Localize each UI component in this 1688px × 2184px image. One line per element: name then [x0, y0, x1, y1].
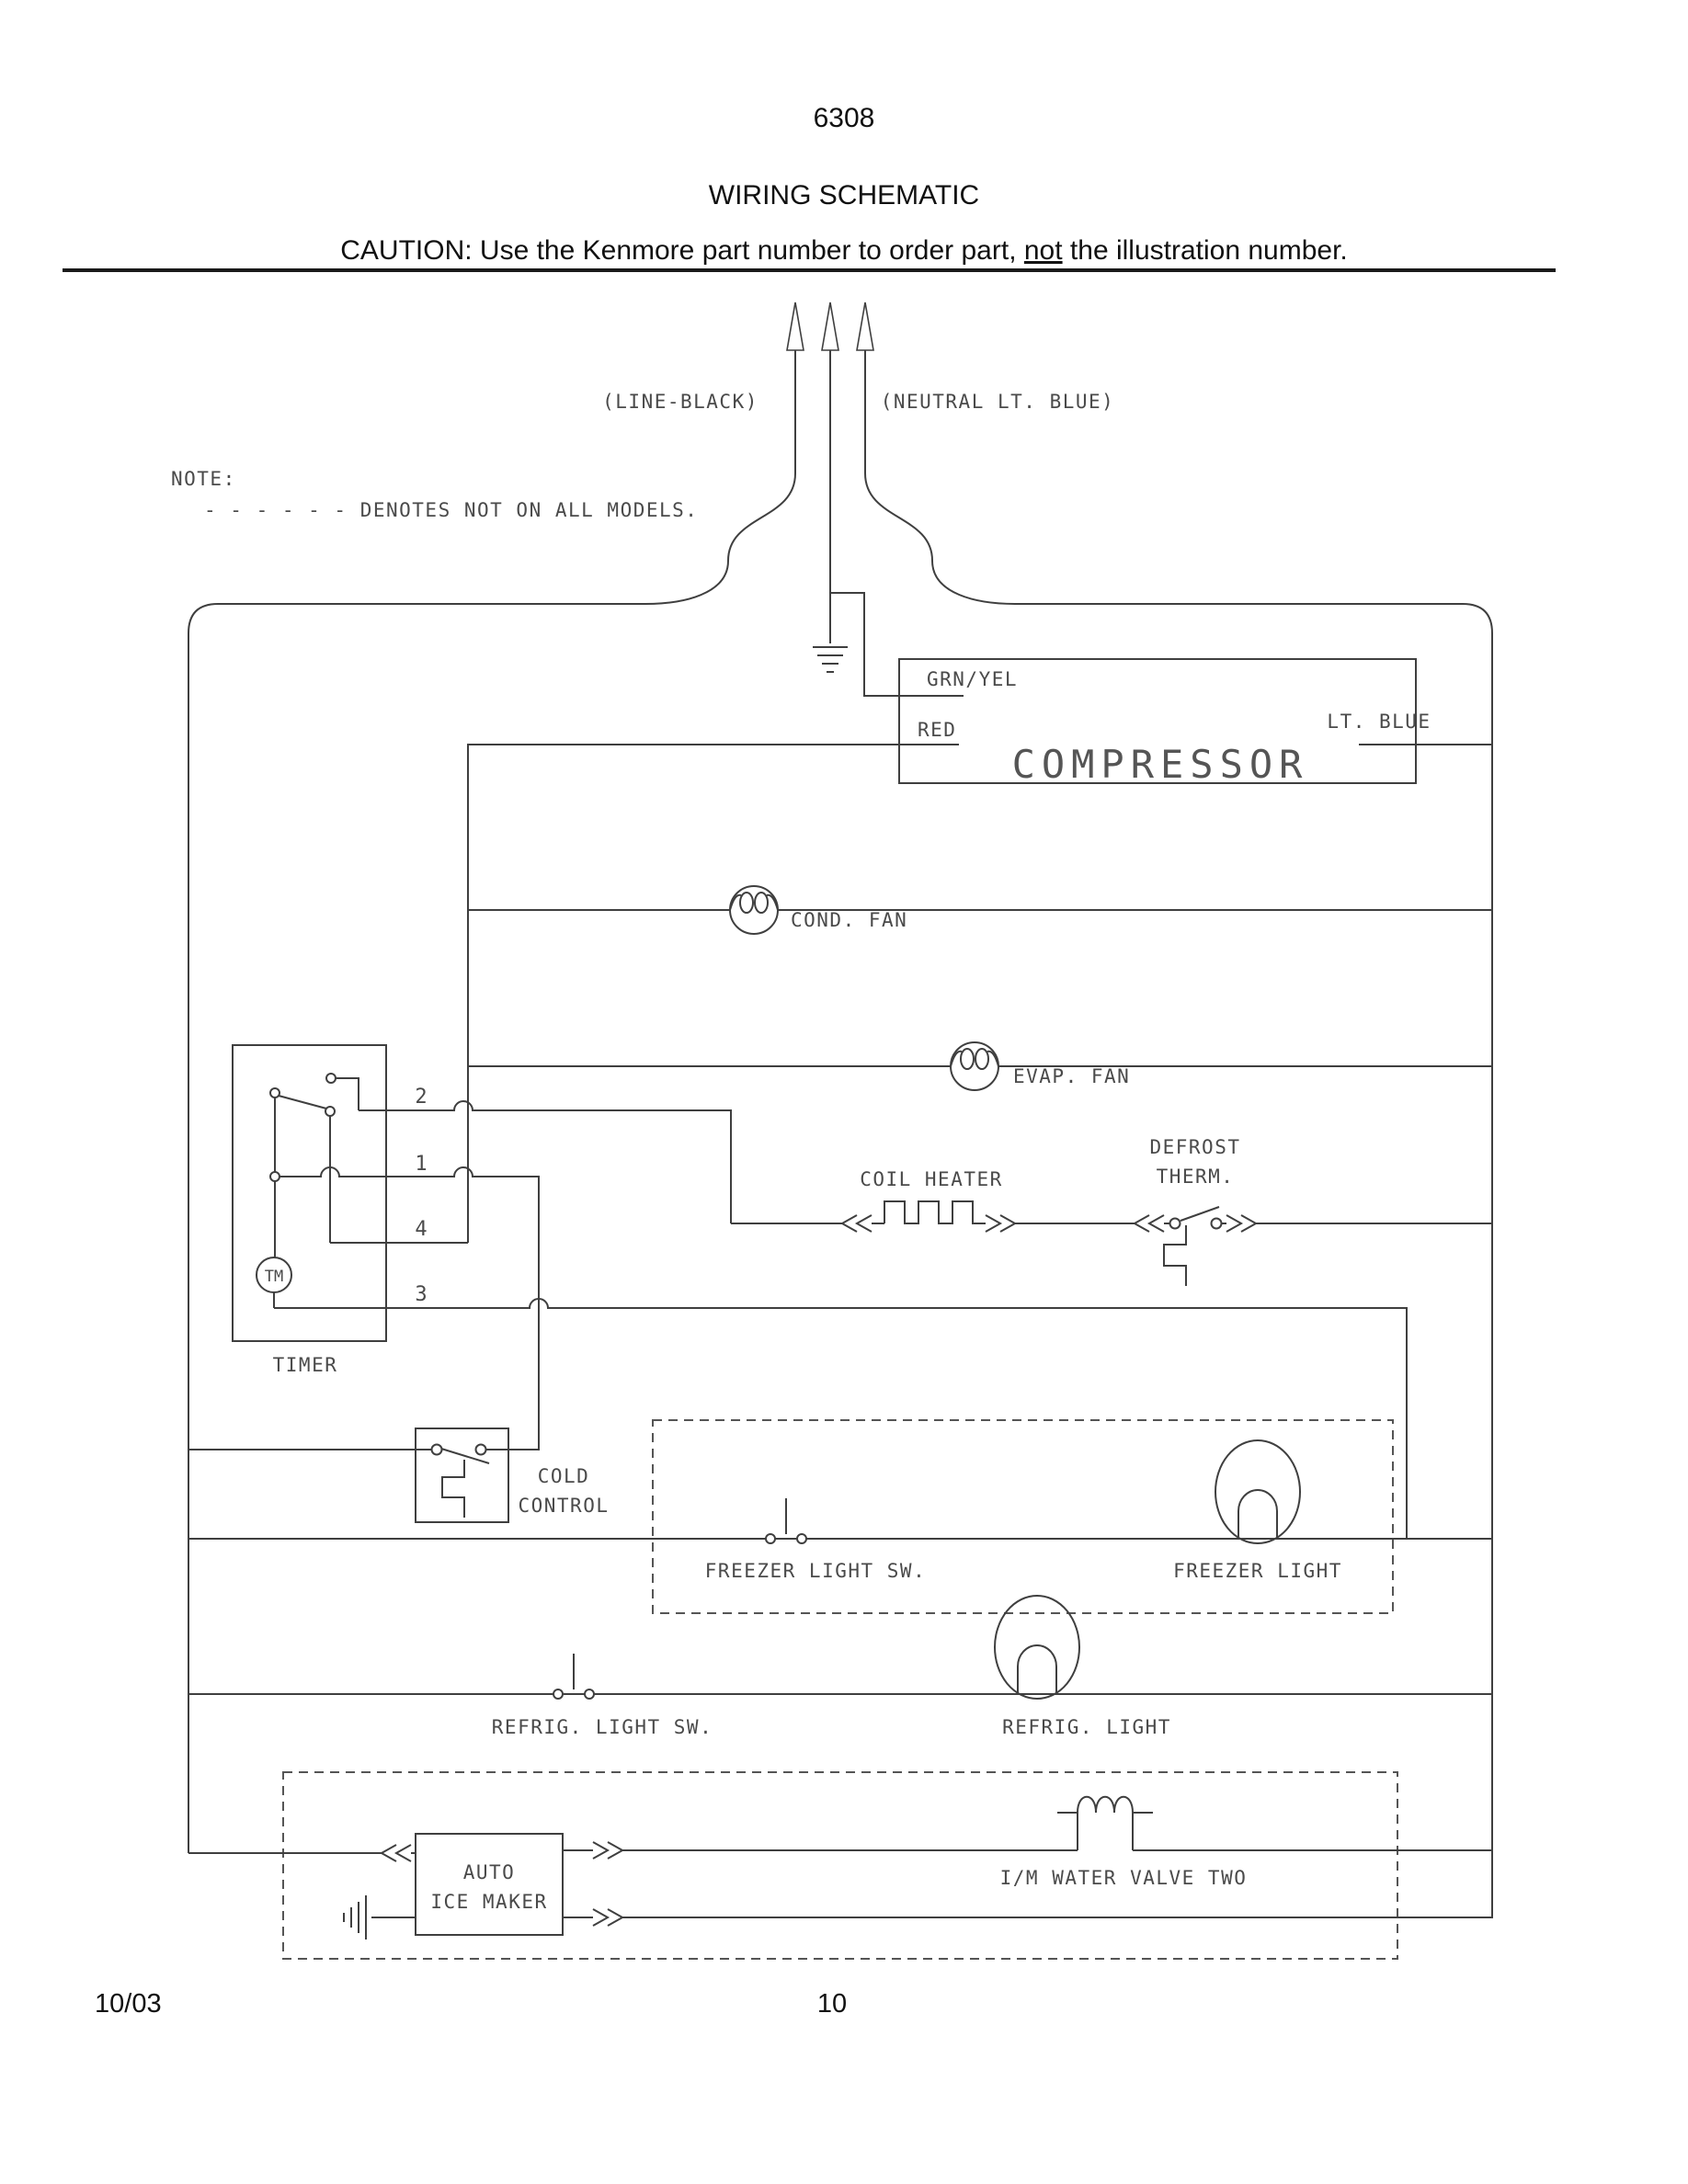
neutral-bus: [865, 350, 1492, 1918]
water-valve-label: I/M WATER VALVE TWO: [999, 1867, 1248, 1889]
ground-icon: [344, 1895, 366, 1939]
lt-blue-label: LT. BLUE: [1327, 711, 1431, 733]
grn-yel-label: GRN/YEL: [927, 668, 1019, 690]
red-label: RED: [918, 719, 957, 741]
coil-heater-symbol: [731, 1201, 1135, 1232]
timer-box: [233, 1045, 386, 1341]
switch-arm: [279, 1096, 326, 1109]
cold-control-symbol: [188, 1428, 539, 1522]
timer-terminal-1: 1: [415, 1153, 428, 1176]
line-black-label: (LINE-BLACK): [602, 391, 758, 413]
arrow-up-icon: [857, 302, 873, 350]
defrost-therm-label-1: DEFROST: [1149, 1136, 1241, 1158]
footer-date: 10/03: [95, 1989, 162, 2019]
neutral-label: (NEUTRAL LT. BLUE): [880, 391, 1115, 413]
motor-icon: [951, 1042, 998, 1090]
contact-icon: [476, 1445, 486, 1455]
refrig-light-sw-label: REFRIG. LIGHT SW.: [491, 1716, 713, 1738]
contact-icon: [325, 1107, 335, 1116]
arrow-up-icon: [787, 302, 804, 350]
footer-page-number: 10: [816, 1989, 848, 2019]
contact-icon: [270, 1088, 279, 1098]
note-label: NOTE:: [171, 468, 236, 490]
timer-motor-label: TM: [264, 1268, 284, 1286]
contact-icon: [553, 1689, 563, 1699]
ice-maker-label-2: ICE MAKER: [430, 1891, 548, 1913]
contact-icon: [766, 1534, 775, 1543]
defrost-therm-symbol: [1135, 1207, 1492, 1286]
bimetal-element: [442, 1460, 464, 1518]
contact-icon: [585, 1689, 594, 1699]
connector-icon: [1135, 1215, 1164, 1232]
caution-emphasis: not: [1023, 235, 1063, 266]
cold-control-label-2: CONTROL: [518, 1495, 610, 1517]
evap-fan-symbol: [468, 1042, 1492, 1090]
terminal-3-wire: [274, 1299, 1407, 1539]
ground-icon: [813, 647, 848, 672]
ice-maker-label-1: AUTO: [462, 1861, 516, 1883]
connector-icon: [1226, 1215, 1256, 1232]
ice-maker-box: [416, 1834, 563, 1935]
cond-fan-symbol: [468, 886, 1492, 934]
caution-suffix: the illustration number.: [1062, 235, 1348, 266]
evap-fan-label: EVAP. FAN: [1013, 1065, 1131, 1087]
connector-icon: [842, 1215, 872, 1232]
cold-control-label-1: COLD: [537, 1465, 590, 1487]
connector-icon: [593, 1909, 622, 1926]
heater-element: [884, 1201, 986, 1223]
timer-terminal-3: 3: [415, 1283, 428, 1306]
coil-heater-label: COIL HEATER: [860, 1168, 1003, 1190]
timer-terminal-2: 2: [415, 1086, 428, 1109]
refrig-light-label: REFRIG. LIGHT: [1002, 1716, 1171, 1738]
ice-maker-dashed-box: [283, 1772, 1397, 1959]
model-number: 6308: [813, 103, 875, 133]
compressor-label: COMPRESSOR: [1011, 742, 1309, 787]
contact-icon: [432, 1445, 442, 1455]
page-title: WIRING SCHEMATIC: [708, 180, 980, 210]
connector-icon: [382, 1845, 411, 1861]
note-legend: - - - - - - DENOTES NOT ON ALL MODELS.: [204, 499, 699, 521]
connector-icon: [986, 1215, 1015, 1232]
light-bulb-icon: [1215, 1440, 1300, 1543]
bulb-filament: [1018, 1645, 1056, 1694]
valve-coil: [1057, 1797, 1153, 1850]
contact-icon: [1212, 1219, 1222, 1229]
freezer-light-label: FREEZER LIGHT: [1173, 1560, 1342, 1582]
bulb-filament: [1238, 1490, 1277, 1539]
line-black-bus: [188, 350, 795, 1853]
contact-icon: [270, 1172, 279, 1181]
arrow-up-icon: [822, 302, 838, 350]
defrost-therm-label-2: THERM.: [1156, 1166, 1235, 1188]
bimetal-element: [1164, 1225, 1186, 1286]
caution-prefix: CAUTION: Use the Kenmore part number to order part,: [340, 235, 1024, 266]
contact-icon: [1170, 1219, 1180, 1229]
light-bulb-icon: [995, 1596, 1079, 1699]
contact-icon: [326, 1074, 336, 1083]
compressor-symbol: [468, 659, 1492, 1243]
cold-control-box: [416, 1428, 508, 1522]
timer-terminal-4: 4: [415, 1218, 428, 1241]
timer-symbol: [233, 1045, 1407, 1539]
freezer-light-sw-label: FREEZER LIGHT SW.: [704, 1560, 927, 1582]
refrig-circuit: [188, 1596, 1492, 1699]
cond-fan-label: COND. FAN: [791, 909, 908, 931]
motor-icon: [730, 886, 778, 934]
contact-icon: [797, 1534, 806, 1543]
ice-maker-circuit: [188, 1772, 1492, 1959]
connector-icon: [593, 1842, 622, 1859]
timer-label: TIMER: [272, 1354, 338, 1376]
